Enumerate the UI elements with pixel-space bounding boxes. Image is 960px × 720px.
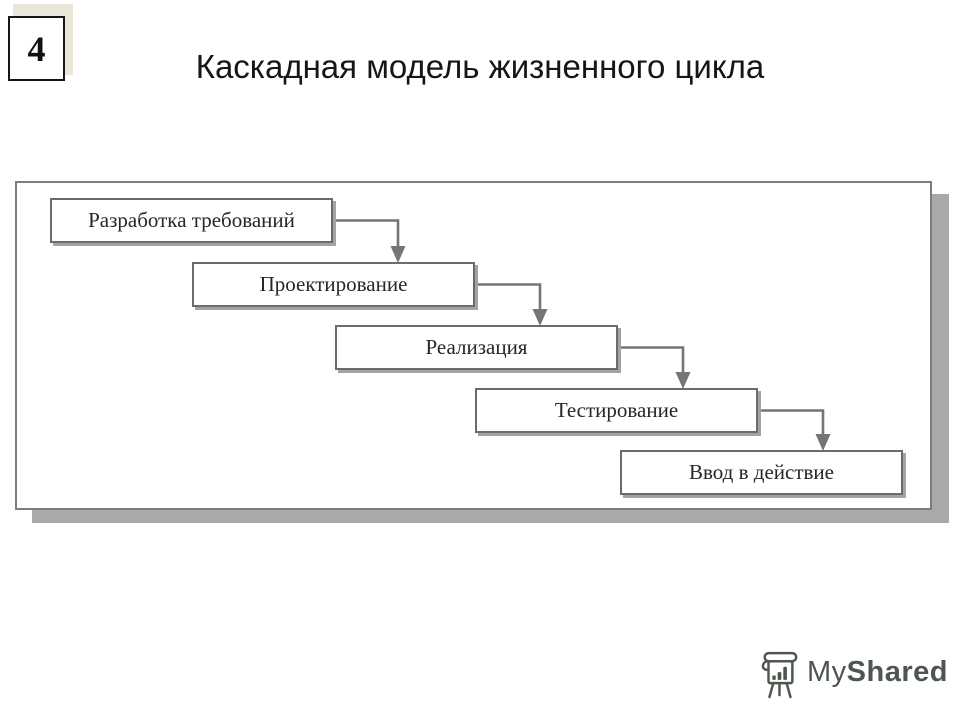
stage-label: Проектирование xyxy=(259,272,408,296)
stage-label: Тестирование xyxy=(554,398,679,422)
logo-part-my: My xyxy=(807,655,847,688)
stage-box-1 xyxy=(50,198,333,243)
stage-box-5 xyxy=(620,450,903,495)
easel-barchart-icon xyxy=(758,650,800,702)
stage-box-3 xyxy=(335,325,618,370)
stage-label: Реализация xyxy=(425,335,528,359)
flow-arrowhead-3 xyxy=(676,372,691,389)
flow-arrow-line-1 xyxy=(333,221,398,249)
myshared-logo-text xyxy=(807,655,948,695)
stage-box-2 xyxy=(192,262,475,307)
logo-part-shared: Shared xyxy=(846,655,948,688)
slide-number: 4 xyxy=(27,28,46,69)
stage-label: Ввод в действие xyxy=(689,460,834,484)
flow-arrow-line-3 xyxy=(618,348,683,375)
flow-arrowhead-4 xyxy=(816,434,831,451)
slide-title: Каскадная модель жизненного цикла xyxy=(195,48,765,85)
flow-arrowhead-1 xyxy=(391,246,406,263)
flow-arrow-line-2 xyxy=(475,285,540,312)
stage-label: Разработка требований xyxy=(88,208,295,232)
myshared-logo xyxy=(758,650,948,702)
stage-box-4 xyxy=(475,388,758,433)
flow-arrow-line-4 xyxy=(758,411,823,437)
diagram-panel xyxy=(15,181,932,510)
flow-arrowhead-2 xyxy=(533,309,548,326)
